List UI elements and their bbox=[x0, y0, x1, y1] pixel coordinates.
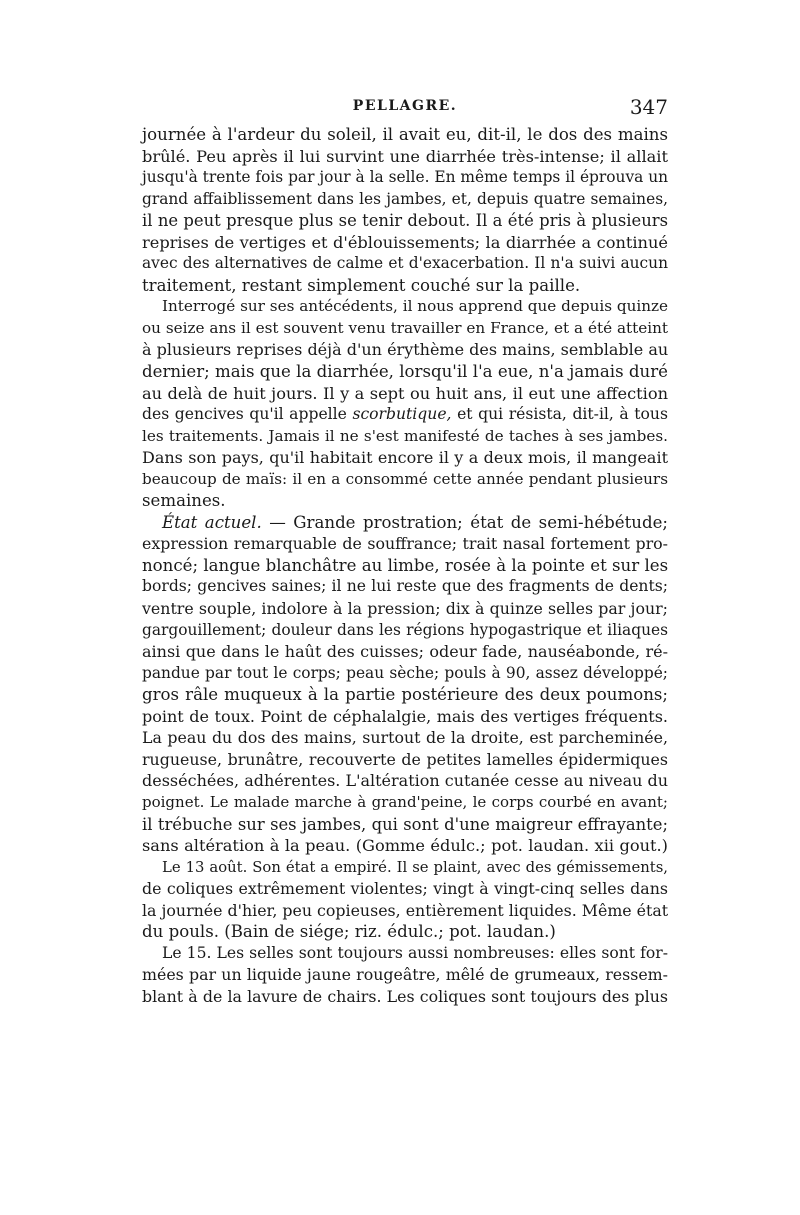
text-line: avec des alternatives de calme et d'exacerbation. Il n'a suivi aucun bbox=[142, 254, 668, 273]
text-line: point de toux. Point de céphalalgie, mais des vertiges fréquents. bbox=[142, 706, 668, 726]
text-line: ventre souple, indolore à la pression; dix à quinze selles par jour; bbox=[142, 599, 668, 619]
text-line: brûlé. Peu après il lui survint une diarrhée très-intense; il allait bbox=[142, 146, 668, 166]
text-line: dernier; mais que la diarrhée, lorsqu'il l'a eue, n'a jamais duré bbox=[142, 362, 668, 382]
text-line: journée à l'ardeur du soleil, il avait eu, dit-il, le dos des mains bbox=[142, 125, 668, 144]
text-line: ou seize ans il est souvent venu travailler en France, et a été atteint bbox=[142, 318, 668, 337]
text-line: mées par un liquide jaune rougeâtre, mêlé de grumeaux, ressem- bbox=[142, 965, 668, 985]
running-head bbox=[142, 95, 668, 124]
text-line: desséchées, adhérentes. L'altération cutanée cesse au niveau du bbox=[142, 771, 669, 791]
text-line: rugueuse, brunâtre, recouverte de petites lamelles épidermiques bbox=[142, 749, 668, 769]
text-line: gargouillement; douleur dans les régions hypogastrique et iliaques bbox=[142, 620, 668, 639]
text-line: expression remarquable de souffrance; trait nasal fortement pro- bbox=[142, 534, 668, 554]
body-text bbox=[142, 124, 668, 1007]
text-line: beaucoup de maïs: il en a consommé cette année pendant plusieurs bbox=[142, 469, 668, 488]
running-title: PELLAGRE. bbox=[352, 98, 458, 114]
text-line: au delà de huit jours. Il y a sept ou huit ans, il eut une affection bbox=[142, 383, 668, 403]
text-line: bords; gencives saines; il ne lui reste que des fragments de dents; bbox=[142, 577, 668, 596]
text-line: sans altération à la peau. (Gomme édulc.; pot. laudan. xii gout.) bbox=[142, 836, 668, 856]
text-line: des gencives qu'il appelle scorbutique, et qui résista, dit-il, à tous bbox=[142, 405, 668, 424]
text-line: Le 15. Les selles sont toujours aussi nombreuses: elles sont for- bbox=[162, 943, 668, 962]
text-line: blant à de la lavure de chairs. Les coliques sont toujours des plus bbox=[142, 986, 668, 1006]
text-line: du pouls. (Bain de siége; riz. édulc.; pot. laudan.) bbox=[142, 922, 556, 942]
text-line: de coliques extrêmement violentes; vingt à vingt-cinq selles dans bbox=[142, 879, 668, 899]
text-line: jusqu'à trente fois par jour à la selle. En même temps il éprouva un bbox=[142, 168, 669, 187]
text-line: noncé; langue blanchâtre au limbe, rosée à la pointe et sur les bbox=[142, 555, 669, 575]
text-line: il trébuche sur ses jambes, qui sont d'une maigreur effrayante; bbox=[142, 814, 668, 834]
text-line: la journée d'hier, peu copieuses, entièrement liquides. Même état bbox=[142, 900, 669, 920]
text-line: il ne peut presque plus se tenir debout. Il a été pris à plusieurs bbox=[142, 211, 668, 231]
text-line: poignet. Le malade marche à grand'peine, le corps courbé en avant; bbox=[142, 792, 668, 811]
text-line: traitement, restant simplement couché sur la paille. bbox=[142, 275, 581, 295]
text-line: La peau du dos des mains, surtout de la droite, est parcheminée, bbox=[142, 728, 668, 748]
italic-text: scorbutique, bbox=[352, 405, 452, 424]
text-line: Interrogé sur ses antécédents, il nous apprend que depuis quinze bbox=[162, 297, 668, 316]
text-line: gros râle muqueux à la partie postérieure des deux poumons; bbox=[142, 685, 668, 705]
text-line: État actuel. — Grande prostration; état de semi-hébétude; bbox=[162, 512, 668, 532]
text-line: reprises de vertiges et d'éblouissements; la diarrhée a continué bbox=[142, 232, 668, 252]
italic-text: État actuel. bbox=[162, 512, 262, 532]
text-line: à plusieurs reprises déjà d'un érythème des mains, semblable au bbox=[142, 340, 669, 360]
text-line: Le 13 août. Son état a empiré. Il se plaint, avec des gémissements, bbox=[162, 858, 668, 876]
text-line: les traitements. Jamais il ne s'est manifesté de taches à ses jambes. bbox=[142, 426, 668, 445]
text-line: Dans son pays, qu'il habitait encore il y a deux mois, il mangeait bbox=[142, 448, 668, 468]
page-number: 347 bbox=[629, 95, 668, 119]
text-line: pandue par tout le corps; peau sèche; pouls à 90, assez développé; bbox=[142, 663, 668, 682]
text-line: grand affaiblissement dans les jambes, et, depuis quatre semaines, bbox=[142, 189, 668, 208]
text-line: semaines. bbox=[142, 491, 226, 511]
text-line: ainsi que dans le haût des cuisses; odeur fade, nauséabonde, ré- bbox=[142, 642, 668, 662]
